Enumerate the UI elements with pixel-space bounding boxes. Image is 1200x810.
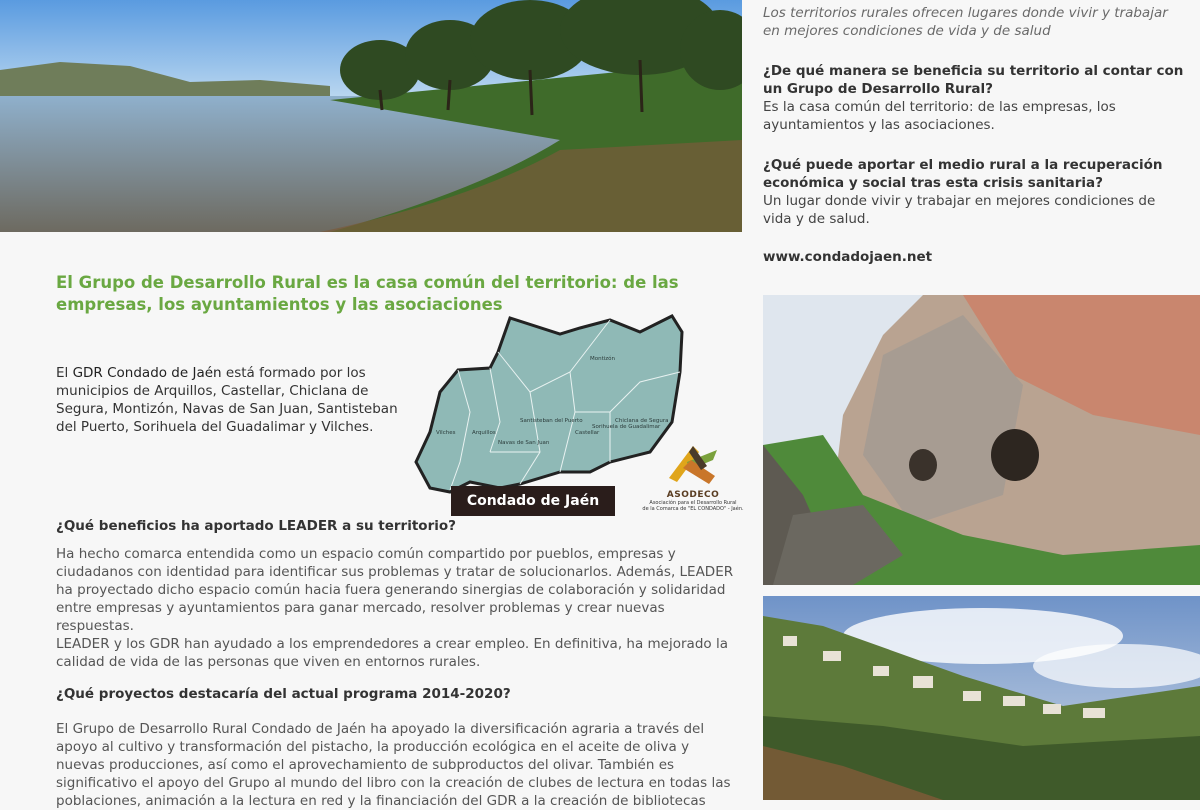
map-town-castellar: Castellar — [575, 430, 600, 436]
map-town-sorihuela: Sorihuela de Guadalimar — [592, 424, 661, 430]
sidebar-qa-1 — [763, 62, 1188, 134]
map-town-santisteban: Santisteban del Puerto — [520, 418, 583, 424]
section-1-question: ¿Qué beneficios ha aportado LEADER a su territorio? — [56, 518, 456, 534]
village-photo — [763, 596, 1200, 800]
sidebar-question-1: ¿De qué manera se beneficia su territorio al contar con un Grupo de Desarrollo Rural? — [763, 63, 1184, 97]
logo-name: ASODECO — [666, 490, 720, 500]
intro-prefix: El — [56, 365, 73, 381]
asodeco-logo — [642, 442, 744, 520]
section-1-paragraph-2: LEADER y los GDR han ayudado a los emprendedores a crear empleo. En definitiva, ha mejorado la calidad de vida de las personas que viven en entornos rurales. — [56, 636, 728, 670]
asodeco-logo-icon — [663, 442, 723, 486]
section-2-paragraph-1: El Grupo de Desarrollo Rural Condado de Jaén ha apoyado la diversificación agraria a través del apoyo al cultivo y transformación del pistacho, la producción ecológica en el aceite de oliva y nuevas producciones, así como el aprovechamiento de subproductos del olivar. También es significativo el apoyo del Grupo al mundo del libro con la creación de clubes de lectura en todas las poblaciones, animación a la lectura en red y la financiación del GDR a la creación de bibliotecas — [56, 721, 731, 809]
sidebar-qa-2 — [763, 156, 1188, 228]
intro-paragraph — [56, 364, 416, 436]
sidebar — [763, 0, 1188, 280]
headline: El Grupo de Desarrollo Rural es la casa común del territorio: de las empresas, los ayuntamientos y las asociaciones — [56, 273, 679, 314]
map-town-navas: Navas de San Juan — [498, 440, 550, 446]
lake-photo — [0, 0, 742, 232]
sidebar-answer-2: Un lugar donde vivir y trabajar en mejores condiciones de vida y de salud. — [763, 193, 1156, 227]
map-town-montizon: Montizón — [590, 356, 616, 362]
sidebar-answer-1: Es la casa común del territorio: de las empresas, los ayuntamientos y las asociaciones. — [763, 99, 1116, 133]
intro-org-name: GDR Condado de Jaén — [72, 365, 222, 381]
sidebar-question-2: ¿Qué puede aportar el medio rural a la recuperación económica y social tras esta crisis sanitaria? — [763, 157, 1163, 191]
intro-rest: está formado por los municipios de Arquillos, Castellar, Chiclana de Segura, Montizón, Navas de San Juan, Santisteban del Puerto, Sorihuela del Guadalimar y Vilches. — [56, 365, 398, 435]
map-label: Condado de Jaén — [451, 486, 615, 516]
section-2-body — [56, 720, 736, 810]
map-town-chiclana: Chiclana de Segura — [615, 418, 669, 424]
sidebar-tagline: Los territorios rurales ofrecen lugares donde vivir y trabajar en mejores condiciones de vida y de salud — [763, 5, 1168, 39]
logo-subtitle-1: Asociación para el Desarrollo Rural — [649, 500, 737, 506]
rock-cave-photo — [763, 295, 1200, 585]
section-1-body — [56, 545, 736, 671]
map-town-arquillos: Arquillos — [472, 430, 496, 436]
map-town-vilches: Vilches — [436, 430, 456, 436]
section-1-paragraph-1: Ha hecho comarca entendida como un espacio común compartido por pueblos, empresas y ciudadanos con identidad para identificar sus problemas y tratar de solucionarlos. Además, LEADER ha proyectado dicho espacio común hacia fuera generando sinergias de colaboración y solidaridad entre empresas y ayuntamientos para ganar mercado, resolver problemas y crear nuevas respuestas. — [56, 546, 734, 634]
logo-subtitle-2: de la Comarca de "EL CONDADO" - Jaén. — [642, 506, 744, 512]
website-link[interactable]: www.condadojaen.net — [763, 249, 933, 265]
section-2-question: ¿Qué proyectos destacaría del actual programa 2014-2020? — [56, 686, 511, 702]
